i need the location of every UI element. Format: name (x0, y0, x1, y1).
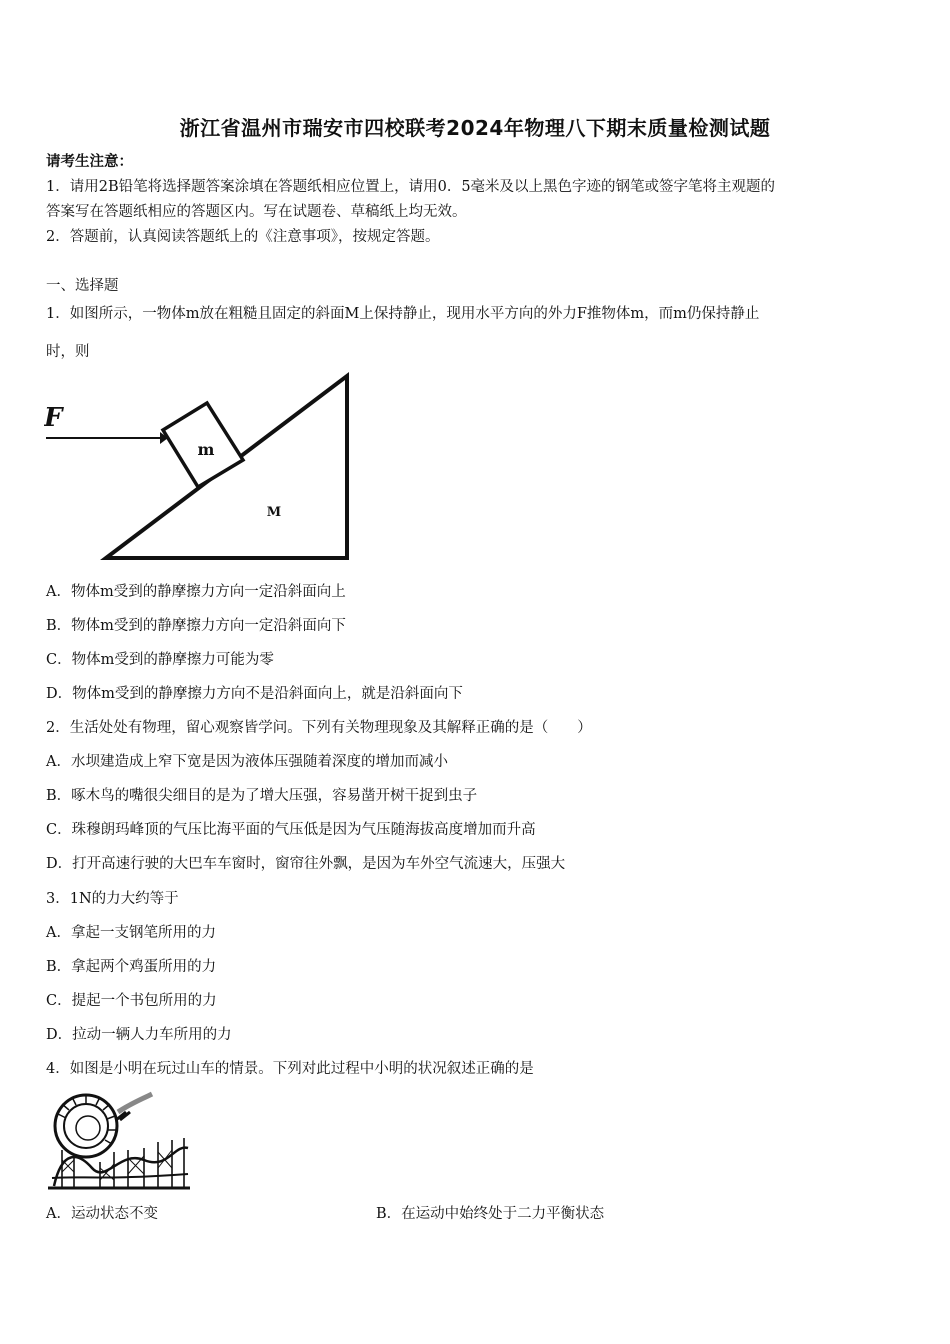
q4-option-b: B．在运动中始终处于二力平衡状态 (376, 1206, 605, 1222)
section-heading: 一、选择题 (46, 278, 119, 294)
incline-label: M (266, 505, 282, 520)
q2-option-d: D．打开高速行驶的大巴车车窗时，窗帘往外飘，是因为车外空气流速大，压强大 (46, 856, 566, 872)
speed-streak (118, 1094, 152, 1112)
q4-option-a: A．运动状态不变 (46, 1206, 158, 1222)
q1-option-b: B．物体m受到的静摩擦力方向一定沿斜面向下 (46, 618, 346, 634)
q2-option-b: B．啄木鸟的嘴很尖细目的是为了增大压强，容易凿开树干捉到虫子 (46, 788, 478, 804)
q1-option-a: A．物体m受到的静摩擦力方向一定沿斜面向上 (46, 584, 346, 600)
q2-option-c: C．珠穆朗玛峰顶的气压比海平面的气压低是因为气压随海拔高度增加而升高 (46, 822, 536, 838)
notice-item-2: 2．答题前，认真阅读答题纸上的《注意事项》，按规定答题。 (46, 229, 440, 245)
loop-core (76, 1116, 100, 1140)
q4-stem: 4．如图是小明在玩过山车的情景。下列对此过程中小明的状况叙述正确的是 (46, 1061, 534, 1077)
q3-option-a: A．拿起一支钢笔所用的力 (46, 925, 216, 941)
q3-stem: 3．1N的力大约等于 (46, 891, 179, 907)
notice-item-1-line-2: 答案写在答题纸相应的答题区内。写在试题卷、草稿纸上均无效。 (46, 204, 467, 220)
roller-coaster-figure (48, 1090, 190, 1190)
q3-option-c: C．提起一个书包所用的力 (46, 993, 217, 1009)
block-label: m (197, 440, 215, 459)
track-lower (52, 1174, 188, 1178)
ride-car (116, 1112, 130, 1120)
q1-stem-line-2: 时，则 (46, 344, 90, 360)
force-label: F (44, 403, 63, 433)
support-posts (62, 1138, 184, 1188)
q3-option-d: D．拉动一辆人力车所用的力 (46, 1027, 232, 1043)
notice-heading: 请考生注意： (46, 153, 133, 170)
incline-figure (44, 370, 356, 566)
q1-option-d: D．物体m受到的静摩擦力方向不是沿斜面向上，就是沿斜面向下 (46, 686, 463, 702)
q2-stem: 2．生活处处有物理，留心观察皆学问。下列有关物理现象及其解释正确的是（ ） (46, 720, 592, 736)
q2-option-a: A．水坝建造成上窄下宽是因为液体压强随着深度的增加而减小 (46, 754, 448, 770)
notice-item-1-line-1: 1．请用2B铅笔将选择题答案涂填在答题纸相应位置上，请用0．5毫米及以上黑色字迹的钢笔或签字笔将主观题的 (46, 179, 776, 195)
page-title: 浙江省温州市瑞安市四校联考2024年物理八下期末质量检测试题 (179, 116, 771, 140)
q1-option-c: C．物体m受到的静摩擦力可能为零 (46, 652, 274, 668)
q1-stem-line-1: 1．如图所示，一物体m放在粗糙且固定的斜面M上保持静止，现用水平方向的外力F推物体m，而m仍保持静止 (46, 306, 760, 322)
loop-inner (64, 1104, 108, 1148)
q3-option-b: B．拿起两个鸡蛋所用的力 (46, 959, 217, 975)
